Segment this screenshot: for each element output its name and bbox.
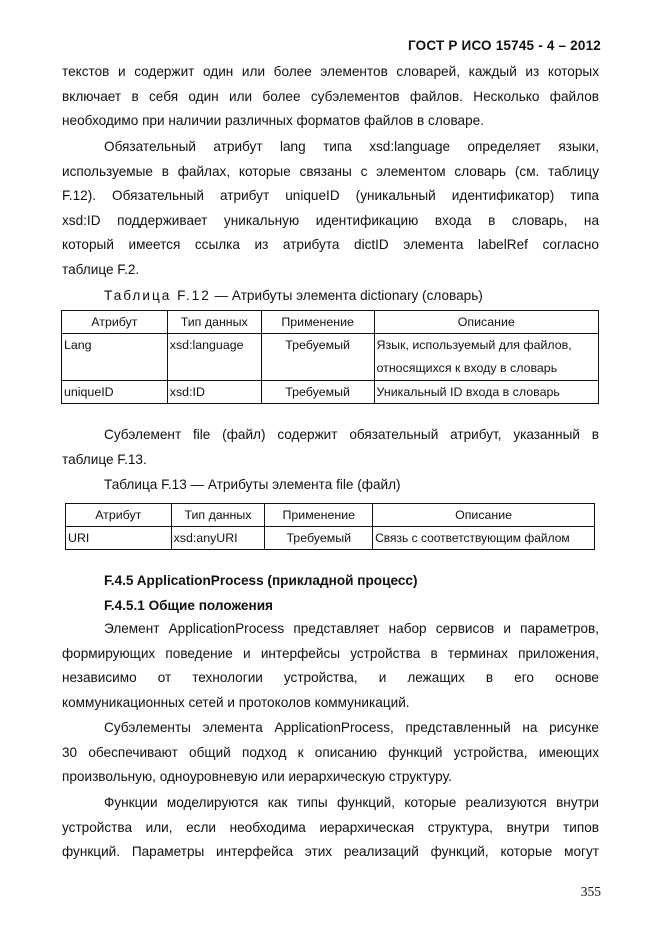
table-12-caption-number: Таблица F.12 — [104, 288, 211, 303]
table-cell: URI — [66, 527, 172, 550]
text-line: Обязательный атрибут lang типа xsd:language определяет языки, — [104, 139, 599, 154]
table-cell: Связь с соответствующим файлом — [373, 527, 595, 550]
text-line: включает в себя один или более субэлементов файлов. Несколько файлов — [62, 88, 599, 104]
table-cell: Уникальный ID входа в словарь — [374, 381, 598, 404]
table-13 — [65, 503, 595, 550]
text-line: 30 обеспечивают общий подход к описанию функций устройства, имеющих — [62, 744, 599, 760]
text-line: устройства или, если необходима иерархическая структура, внутри типов — [62, 819, 599, 835]
table-cell: uniqueID — [62, 381, 168, 404]
table-cell: xsd:ID — [167, 381, 261, 404]
table-12 — [61, 310, 599, 404]
text-line: коммуникационных сетей и протоколов коммуникаций. — [62, 694, 410, 710]
text-line: используемые в файлах, которые связаны с элементом словарь (см. таблицу — [62, 163, 599, 179]
column-header: Атрибут — [66, 504, 172, 527]
text-line: Субэлемент file (файл) содержит обязательный атрибут, указанный в — [104, 427, 599, 442]
column-header: Атрибут — [62, 311, 168, 334]
table-cell: Требуемый — [265, 527, 373, 550]
document-header: ГОСТ Р ИСО 15745 - 4 – 2012 — [408, 38, 601, 53]
paragraph-5 — [62, 716, 599, 790]
table-cell: Требуемый — [261, 381, 374, 404]
paragraph-6 — [62, 791, 599, 865]
paragraph-2 — [62, 135, 599, 283]
table-header-row — [66, 504, 595, 527]
text-line: функций. Параметры интерфейса этих реализаций функций, которые могут — [62, 844, 599, 860]
text-line: таблице F.2. — [62, 261, 140, 277]
text-line: формирующих поведение и интерфейсы устройства в терминах приложения, — [62, 645, 599, 661]
table-row — [66, 527, 595, 550]
column-header: Описание — [373, 504, 595, 527]
table-13-caption: Таблица F.13 — Атрибуты элемента file (файл) — [104, 477, 401, 492]
column-header: Описание — [374, 311, 598, 334]
table-row — [62, 334, 599, 381]
paragraph-1 — [62, 60, 599, 134]
text-line: который имеется ссылка из атрибута dictID элемента labelRef согласно — [62, 237, 599, 253]
text-line: произвольную, одноуровневую или иерархическую структуру. — [62, 769, 452, 785]
cell-line: Язык, используемый для файлов, — [376, 338, 572, 352]
section-heading-f45: F.4.5 ApplicationProcess (прикладной процесс) — [104, 573, 418, 588]
text-line: текстов и содержит один или более элементов словарей, каждый из которых — [62, 64, 599, 79]
paragraph-4 — [62, 617, 599, 715]
page-number: 355 — [580, 884, 601, 899]
column-header: Тип данных — [167, 311, 261, 334]
paragraph-3 — [62, 423, 599, 472]
text-line: Субэлементы элемента ApplicationProcess, представленный на рисунке — [104, 720, 599, 735]
cell-line: относящихся к входу в словарь — [376, 361, 558, 375]
table-cell — [374, 334, 598, 381]
column-header: Применение — [261, 311, 374, 334]
table-cell: Lang — [62, 334, 168, 381]
text-line: Функции моделируются как типы функций, которые реализуются внутри — [104, 795, 599, 810]
table-cell: xsd:anyURI — [171, 527, 265, 550]
table-12-caption — [104, 286, 483, 306]
text-line: Элемент ApplicationProcess представляет набор сервисов и параметров, — [104, 621, 599, 636]
text-line: таблице F.13. — [62, 451, 147, 467]
column-header: Тип данных — [171, 504, 265, 527]
text-line: xsd:ID поддерживает уникальную идентификацию входа в словарь, на — [62, 212, 599, 228]
table-header-row — [62, 311, 599, 334]
table-12-caption-text: — Атрибуты элемента dictionary (словарь) — [210, 288, 483, 303]
table-cell: Требуемый — [261, 334, 374, 381]
column-header: Применение — [265, 504, 373, 527]
text-line: F.12). Обязательный атрибут uniqueID (уникальный идентификатор) типа — [62, 188, 599, 204]
text-line: необходимо при наличии различных форматов файлов в словаре. — [62, 113, 485, 129]
table-cell: xsd:language — [167, 334, 261, 381]
table-row — [62, 381, 599, 404]
section-heading-f451: F.4.5.1 Общие положения — [104, 598, 273, 613]
text-line: независимо от технологии устройства, и лежащих в его основе — [62, 670, 599, 686]
